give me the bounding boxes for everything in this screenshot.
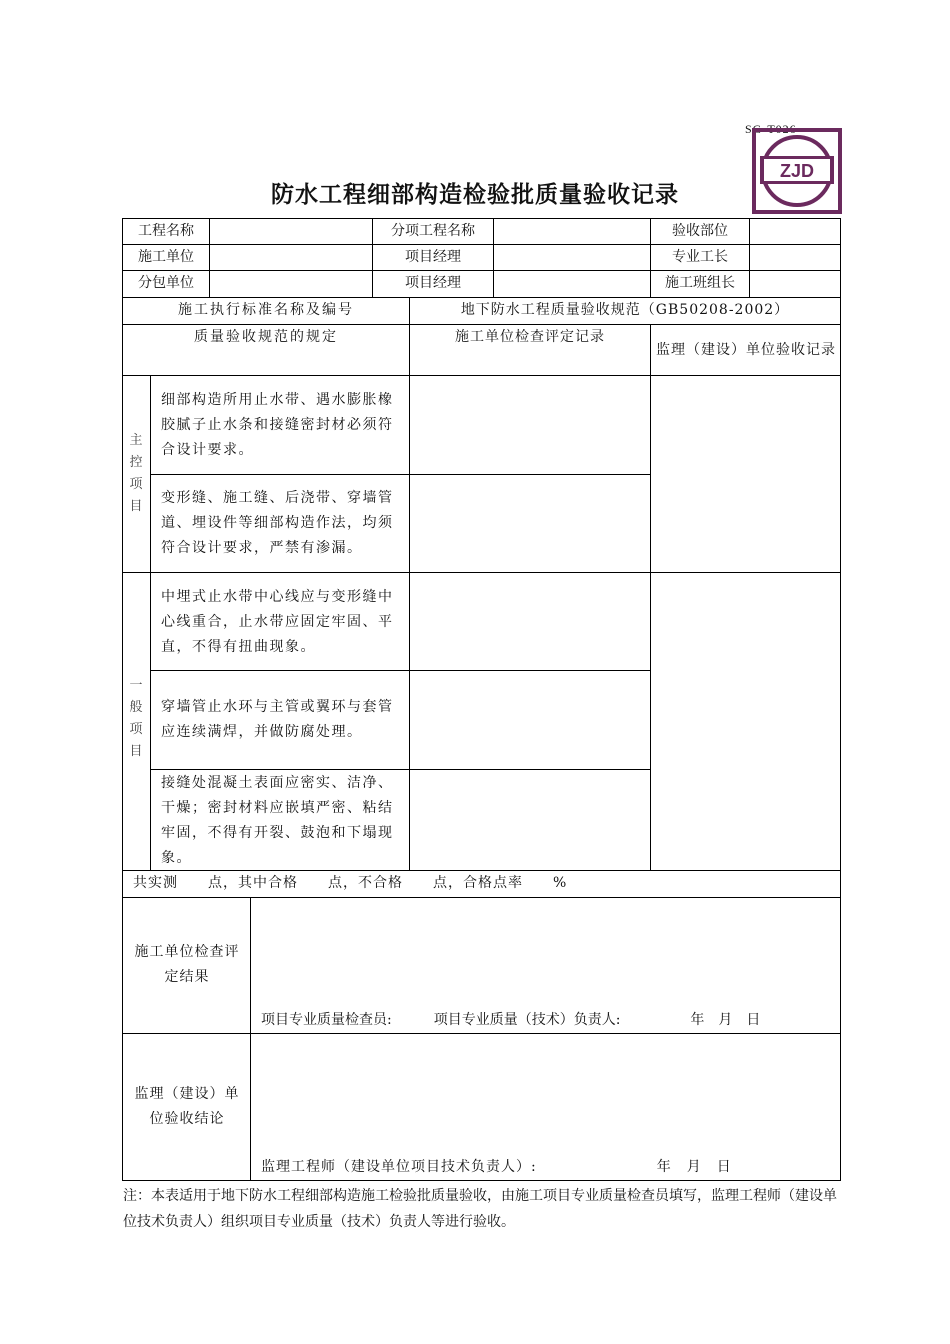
label-construction-unit: 施工单位 <box>138 248 194 265</box>
label-project-manager: 项目经理 <box>405 248 461 265</box>
section-label-general-items: 一般项目 <box>129 678 143 759</box>
footnote: 注：本表适用于地下防水工程细部构造施工检验批质量验收，由施工项目专业质量检查员填写，监理工程师（建设单位技术负责人）组织项目专业质量（技术）负责人等进行验收。 <box>123 1188 837 1230</box>
label-project-manager-2: 项目经理 <box>405 275 461 292</box>
label-acceptance-part: 验收部位 <box>672 222 728 239</box>
section-label-main-items: 主控项目 <box>129 433 143 514</box>
column-header-supervisor: 监理（建设）单位验收记录 <box>656 342 836 358</box>
label-professional-foreman: 专业工长 <box>672 248 728 265</box>
page-title: 防水工程细部构造检验批质量验收记录 <box>271 182 679 208</box>
label-contractor-result: 施工单位检查评定结果 <box>134 944 240 985</box>
summary-row: 共实测 点，其中合格 点，不合格 点，合格点率 % <box>133 875 568 892</box>
label-team-leader: 施工班组长 <box>665 275 735 292</box>
contractor-signature-line: 项目专业质量检查员: 项目专业质量（技术）负责人: 年 月 日 <box>261 1012 761 1029</box>
label-sub-project: 分项工程名称 <box>391 222 475 239</box>
label-subcontract-unit: 分包单位 <box>138 275 194 292</box>
column-header-spec: 质量验收规范的规定 <box>194 329 338 346</box>
column-header-contractor: 施工单位检查评定记录 <box>455 329 605 346</box>
label-project-name: 工程名称 <box>138 222 194 239</box>
general-item-1: 中埋式止水带中心线应与变形缝中心线重合，止水带应固定牢固、平直，不得有扭曲现象。 <box>161 589 394 655</box>
label-supervisor-result: 监理（建设）单位验收结论 <box>134 1086 240 1127</box>
general-item-3: 接缝处混凝土表面应密实、洁净、干燥；密封材料应嵌填严密、粘结牢固，不得有开裂、鼓泡和下塌现象。 <box>161 775 394 866</box>
main-item-2: 变形缝、施工缝、后浇带、穿墙管道、埋设件等细部构造作法，均须符合设计要求，严禁有渗漏。 <box>161 490 394 556</box>
main-item-1: 细部构造所用止水带、遇水膨胀橡胶腻子止水条和接缝密封材必须符合设计要求。 <box>161 392 394 458</box>
form-code: SG-T026 <box>745 122 797 136</box>
general-item-2: 穿墙管止水环与主管或翼环与套管应连续满焊，并做防腐处理。 <box>161 699 394 740</box>
supervisor-signature-line: 监理工程师（建设单位项目技术负责人）: 年 月 日 <box>261 1159 732 1176</box>
standard-value: 地下防水工程质量验收规范（GB50208-2002） <box>460 302 790 319</box>
logo-text: ZJD <box>779 161 815 181</box>
label-standard: 施工执行标准名称及编号 <box>178 302 354 319</box>
